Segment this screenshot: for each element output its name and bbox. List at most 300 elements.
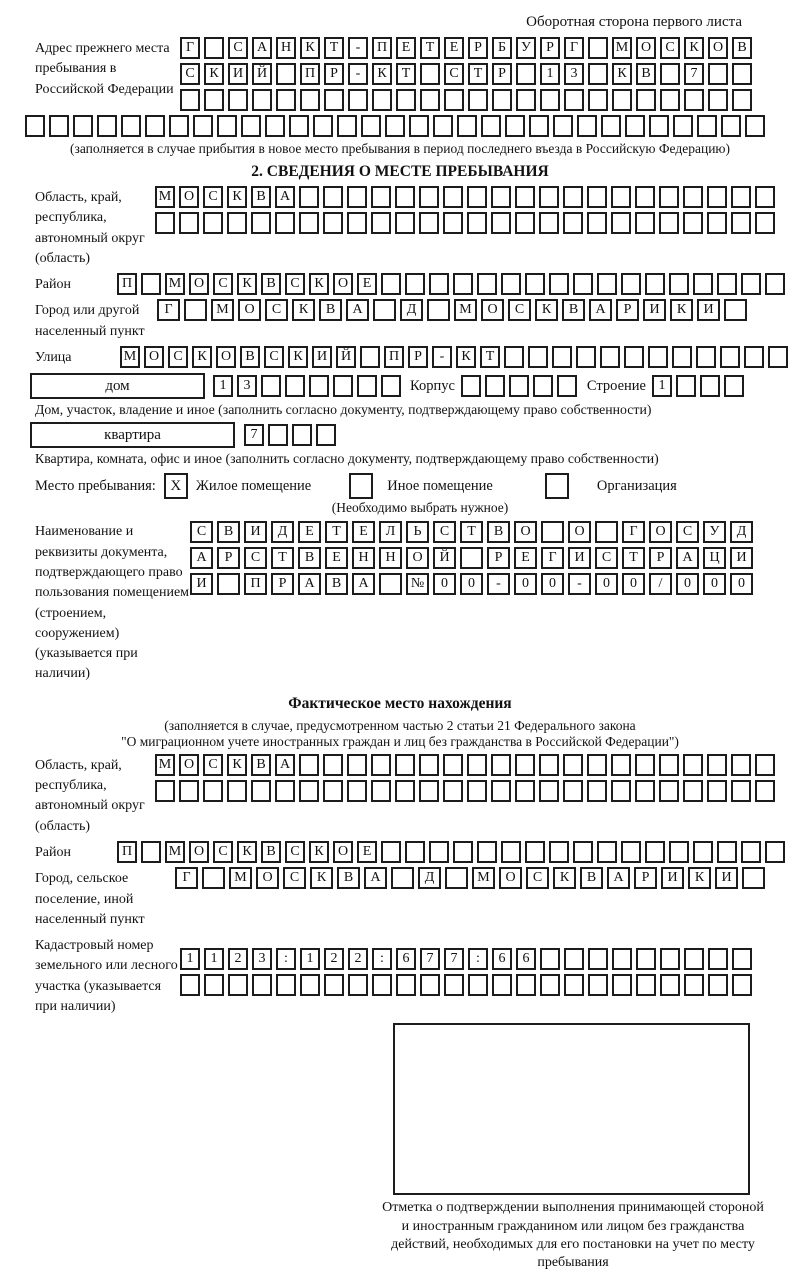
char-cell[interactable]: Р <box>634 867 657 889</box>
char-cell[interactable] <box>385 115 405 137</box>
char-cell[interactable] <box>204 974 224 996</box>
char-cell[interactable] <box>299 754 319 776</box>
char-cell[interactable] <box>576 346 596 368</box>
char-cell[interactable]: В <box>240 346 260 368</box>
char-cell[interactable]: О <box>256 867 279 889</box>
char-cell[interactable]: И <box>730 547 753 569</box>
char-cell[interactable] <box>395 780 415 802</box>
char-cell[interactable] <box>707 780 727 802</box>
char-cell[interactable] <box>707 212 727 234</box>
char-cell[interactable]: - <box>432 346 452 368</box>
char-cell[interactable] <box>453 841 473 863</box>
char-cell[interactable] <box>299 780 319 802</box>
char-cell[interactable]: Д <box>730 521 753 543</box>
char-cell[interactable] <box>683 780 703 802</box>
char-cell[interactable] <box>381 375 401 397</box>
char-cell[interactable] <box>660 63 680 85</box>
char-cell[interactable]: К <box>670 299 693 321</box>
char-cell[interactable] <box>420 63 440 85</box>
char-cell[interactable] <box>587 212 607 234</box>
char-cell[interactable] <box>227 780 247 802</box>
char-cell[interactable]: А <box>352 573 375 595</box>
char-cell[interactable] <box>720 346 740 368</box>
char-cell[interactable]: О <box>333 273 353 295</box>
char-cell[interactable]: О <box>238 299 261 321</box>
char-cell[interactable]: К <box>192 346 212 368</box>
char-cell[interactable] <box>409 115 429 137</box>
char-cell[interactable] <box>621 841 641 863</box>
char-cell[interactable] <box>405 273 425 295</box>
char-cell[interactable] <box>708 948 728 970</box>
char-cell[interactable] <box>179 212 199 234</box>
char-cell[interactable] <box>635 186 655 208</box>
char-cell[interactable] <box>444 974 464 996</box>
char-cell[interactable] <box>612 89 632 111</box>
char-cell[interactable]: 6 <box>516 948 536 970</box>
char-cell[interactable] <box>299 186 319 208</box>
char-cell[interactable]: П <box>117 841 137 863</box>
char-cell[interactable] <box>276 63 296 85</box>
char-cell[interactable] <box>395 754 415 776</box>
char-cell[interactable]: О <box>636 37 656 59</box>
char-cell[interactable]: В <box>580 867 603 889</box>
char-cell[interactable] <box>97 115 117 137</box>
char-cell[interactable]: - <box>487 573 510 595</box>
char-cell[interactable] <box>371 780 391 802</box>
char-cell[interactable]: 1 <box>540 63 560 85</box>
char-cell[interactable]: Г <box>180 37 200 59</box>
char-cell[interactable] <box>673 115 693 137</box>
char-cell[interactable] <box>491 780 511 802</box>
char-cell[interactable]: С <box>203 754 223 776</box>
char-cell[interactable] <box>419 212 439 234</box>
char-cell[interactable] <box>528 346 548 368</box>
char-cell[interactable]: С <box>526 867 549 889</box>
char-cell[interactable] <box>708 89 728 111</box>
char-cell[interactable]: И <box>661 867 684 889</box>
char-cell[interactable] <box>501 273 521 295</box>
char-cell[interactable]: С <box>433 521 456 543</box>
char-cell[interactable]: : <box>372 948 392 970</box>
char-cell[interactable] <box>505 115 525 137</box>
char-cell[interactable]: 1 <box>213 375 233 397</box>
char-cell[interactable]: Е <box>396 37 416 59</box>
char-cell[interactable]: 1 <box>300 948 320 970</box>
char-cell[interactable]: К <box>237 273 257 295</box>
char-cell[interactable]: И <box>715 867 738 889</box>
apartment-type-box[interactable]: квартира <box>30 422 235 448</box>
char-cell[interactable] <box>601 115 621 137</box>
char-cell[interactable] <box>73 115 93 137</box>
char-cell[interactable] <box>241 115 261 137</box>
char-cell[interactable] <box>203 212 223 234</box>
char-cell[interactable] <box>324 89 344 111</box>
char-cell[interactable] <box>204 37 224 59</box>
char-cell[interactable] <box>721 115 741 137</box>
char-cell[interactable] <box>516 63 536 85</box>
char-cell[interactable] <box>755 754 775 776</box>
char-cell[interactable] <box>49 115 69 137</box>
char-cell[interactable]: № <box>406 573 429 595</box>
char-cell[interactable] <box>395 212 415 234</box>
char-cell[interactable] <box>611 754 631 776</box>
char-cell[interactable]: С <box>444 63 464 85</box>
char-cell[interactable] <box>515 754 535 776</box>
char-cell[interactable] <box>516 974 536 996</box>
char-cell[interactable]: В <box>325 573 348 595</box>
char-cell[interactable] <box>755 212 775 234</box>
char-cell[interactable]: 1 <box>204 948 224 970</box>
char-cell[interactable]: П <box>372 37 392 59</box>
char-cell[interactable] <box>649 115 669 137</box>
char-cell[interactable] <box>347 186 367 208</box>
char-cell[interactable]: О <box>179 754 199 776</box>
char-cell[interactable]: М <box>120 346 140 368</box>
char-cell[interactable] <box>741 841 761 863</box>
char-cell[interactable]: К <box>310 867 333 889</box>
char-cell[interactable] <box>453 273 473 295</box>
char-cell[interactable] <box>395 186 415 208</box>
char-cell[interactable]: В <box>487 521 510 543</box>
char-cell[interactable] <box>707 186 727 208</box>
char-cell[interactable] <box>588 37 608 59</box>
char-cell[interactable]: К <box>309 841 329 863</box>
char-cell[interactable] <box>549 273 569 295</box>
char-cell[interactable] <box>549 841 569 863</box>
char-cell[interactable]: Е <box>352 521 375 543</box>
char-cell[interactable] <box>707 754 727 776</box>
char-cell[interactable] <box>228 89 248 111</box>
char-cell[interactable]: К <box>309 273 329 295</box>
char-cell[interactable]: Р <box>324 63 344 85</box>
char-cell[interactable]: Р <box>271 573 294 595</box>
char-cell[interactable] <box>635 780 655 802</box>
char-cell[interactable]: Н <box>276 37 296 59</box>
char-cell[interactable] <box>635 212 655 234</box>
char-cell[interactable] <box>300 974 320 996</box>
char-cell[interactable]: К <box>372 63 392 85</box>
char-cell[interactable]: 7 <box>244 424 264 446</box>
char-cell[interactable]: - <box>568 573 591 595</box>
char-cell[interactable]: 2 <box>348 948 368 970</box>
char-cell[interactable] <box>597 841 617 863</box>
char-cell[interactable] <box>316 424 336 446</box>
char-cell[interactable] <box>732 63 752 85</box>
char-cell[interactable] <box>539 186 559 208</box>
char-cell[interactable]: С <box>660 37 680 59</box>
char-cell[interactable] <box>515 212 535 234</box>
char-cell[interactable] <box>371 212 391 234</box>
char-cell[interactable]: К <box>237 841 257 863</box>
char-cell[interactable] <box>553 115 573 137</box>
char-cell[interactable]: С <box>285 841 305 863</box>
char-cell[interactable] <box>275 212 295 234</box>
char-cell[interactable] <box>587 754 607 776</box>
char-cell[interactable] <box>309 375 329 397</box>
char-cell[interactable] <box>540 974 560 996</box>
char-cell[interactable] <box>669 841 689 863</box>
char-cell[interactable]: 6 <box>492 948 512 970</box>
char-cell[interactable]: Р <box>487 547 510 569</box>
char-cell[interactable] <box>433 115 453 137</box>
char-cell[interactable] <box>625 115 645 137</box>
char-cell[interactable] <box>732 89 752 111</box>
char-cell[interactable]: В <box>261 273 281 295</box>
char-cell[interactable]: Р <box>540 37 560 59</box>
char-cell[interactable] <box>660 974 680 996</box>
char-cell[interactable] <box>755 780 775 802</box>
char-cell[interactable] <box>443 212 463 234</box>
char-cell[interactable]: 1 <box>180 948 200 970</box>
char-cell[interactable]: 6 <box>396 948 416 970</box>
char-cell[interactable]: О <box>649 521 672 543</box>
char-cell[interactable] <box>635 754 655 776</box>
char-cell[interactable] <box>481 115 501 137</box>
char-cell[interactable]: С <box>213 841 233 863</box>
char-cell[interactable] <box>419 754 439 776</box>
char-cell[interactable]: В <box>298 547 321 569</box>
char-cell[interactable] <box>731 754 751 776</box>
char-cell[interactable]: Т <box>460 521 483 543</box>
char-cell[interactable] <box>595 521 618 543</box>
char-cell[interactable]: К <box>456 346 476 368</box>
char-cell[interactable]: В <box>636 63 656 85</box>
char-cell[interactable] <box>169 115 189 137</box>
char-cell[interactable] <box>621 273 641 295</box>
char-cell[interactable] <box>348 974 368 996</box>
char-cell[interactable]: Р <box>616 299 639 321</box>
char-cell[interactable] <box>202 867 225 889</box>
char-cell[interactable] <box>745 115 765 137</box>
char-cell[interactable] <box>251 212 271 234</box>
char-cell[interactable] <box>313 115 333 137</box>
char-cell[interactable]: О <box>514 521 537 543</box>
char-cell[interactable]: Т <box>325 521 348 543</box>
char-cell[interactable] <box>360 346 380 368</box>
char-cell[interactable]: Г <box>175 867 198 889</box>
char-cell[interactable]: К <box>684 37 704 59</box>
char-cell[interactable]: И <box>244 521 267 543</box>
char-cell[interactable] <box>552 346 572 368</box>
char-cell[interactable] <box>676 375 696 397</box>
char-cell[interactable]: Г <box>622 521 645 543</box>
char-cell[interactable] <box>265 115 285 137</box>
char-cell[interactable]: Т <box>271 547 294 569</box>
char-cell[interactable] <box>509 375 529 397</box>
char-cell[interactable]: У <box>516 37 536 59</box>
char-cell[interactable]: С <box>203 186 223 208</box>
char-cell[interactable]: Д <box>418 867 441 889</box>
char-cell[interactable]: К <box>227 186 247 208</box>
char-cell[interactable] <box>372 974 392 996</box>
char-cell[interactable] <box>371 186 391 208</box>
char-cell[interactable]: Р <box>217 547 240 569</box>
char-cell[interactable] <box>468 974 488 996</box>
char-cell[interactable] <box>276 974 296 996</box>
char-cell[interactable] <box>683 186 703 208</box>
char-cell[interactable]: В <box>562 299 585 321</box>
char-cell[interactable]: Д <box>271 521 294 543</box>
char-cell[interactable]: Н <box>379 547 402 569</box>
char-cell[interactable]: А <box>346 299 369 321</box>
char-cell[interactable] <box>501 841 521 863</box>
char-cell[interactable] <box>25 115 45 137</box>
char-cell[interactable] <box>299 212 319 234</box>
char-cell[interactable]: П <box>244 573 267 595</box>
char-cell[interactable] <box>121 115 141 137</box>
char-cell[interactable]: О <box>189 273 209 295</box>
char-cell[interactable]: О <box>189 841 209 863</box>
char-cell[interactable] <box>504 346 524 368</box>
confirmation-stamp-box[interactable] <box>393 1023 750 1195</box>
char-cell[interactable]: 0 <box>433 573 456 595</box>
char-cell[interactable]: Г <box>541 547 564 569</box>
char-cell[interactable]: М <box>211 299 234 321</box>
char-cell[interactable] <box>600 346 620 368</box>
char-cell[interactable]: А <box>589 299 612 321</box>
char-cell[interactable]: Т <box>480 346 500 368</box>
char-cell[interactable]: 0 <box>622 573 645 595</box>
char-cell[interactable] <box>724 299 747 321</box>
char-cell[interactable]: К <box>204 63 224 85</box>
char-cell[interactable] <box>563 186 583 208</box>
char-cell[interactable] <box>180 974 200 996</box>
char-cell[interactable]: М <box>472 867 495 889</box>
char-cell[interactable] <box>659 780 679 802</box>
char-cell[interactable]: 2 <box>324 948 344 970</box>
char-cell[interactable] <box>636 948 656 970</box>
char-cell[interactable]: С <box>190 521 213 543</box>
char-cell[interactable] <box>659 754 679 776</box>
char-cell[interactable]: М <box>155 754 175 776</box>
char-cell[interactable]: Й <box>433 547 456 569</box>
char-cell[interactable] <box>577 115 597 137</box>
char-cell[interactable] <box>684 89 704 111</box>
char-cell[interactable]: 0 <box>703 573 726 595</box>
char-cell[interactable]: Т <box>468 63 488 85</box>
char-cell[interactable] <box>525 841 545 863</box>
char-cell[interactable] <box>611 780 631 802</box>
char-cell[interactable]: А <box>607 867 630 889</box>
char-cell[interactable]: 7 <box>444 948 464 970</box>
char-cell[interactable] <box>696 346 716 368</box>
char-cell[interactable]: Е <box>444 37 464 59</box>
char-cell[interactable] <box>347 212 367 234</box>
char-cell[interactable]: Л <box>379 521 402 543</box>
char-cell[interactable] <box>597 273 617 295</box>
char-cell[interactable] <box>252 89 272 111</box>
char-cell[interactable]: О <box>568 521 591 543</box>
char-cell[interactable] <box>588 63 608 85</box>
char-cell[interactable]: А <box>190 547 213 569</box>
char-cell[interactable] <box>348 89 368 111</box>
char-cell[interactable] <box>427 299 450 321</box>
char-cell[interactable] <box>461 375 481 397</box>
char-cell[interactable] <box>261 375 281 397</box>
char-cell[interactable]: 3 <box>237 375 257 397</box>
char-cell[interactable] <box>337 115 357 137</box>
other-premises-checkbox[interactable] <box>349 473 373 499</box>
char-cell[interactable]: М <box>155 186 175 208</box>
char-cell[interactable] <box>324 974 344 996</box>
char-cell[interactable] <box>564 974 584 996</box>
char-cell[interactable]: И <box>568 547 591 569</box>
char-cell[interactable] <box>636 974 656 996</box>
char-cell[interactable]: М <box>165 273 185 295</box>
char-cell[interactable] <box>587 186 607 208</box>
char-cell[interactable] <box>252 974 272 996</box>
char-cell[interactable] <box>492 89 512 111</box>
char-cell[interactable]: 0 <box>730 573 753 595</box>
char-cell[interactable]: И <box>312 346 332 368</box>
char-cell[interactable] <box>276 89 296 111</box>
char-cell[interactable]: В <box>337 867 360 889</box>
char-cell[interactable] <box>193 115 213 137</box>
char-cell[interactable] <box>155 212 175 234</box>
char-cell[interactable]: А <box>275 754 295 776</box>
char-cell[interactable] <box>564 89 584 111</box>
char-cell[interactable] <box>611 212 631 234</box>
char-cell[interactable]: Н <box>352 547 375 569</box>
char-cell[interactable]: С <box>180 63 200 85</box>
char-cell[interactable] <box>742 867 765 889</box>
char-cell[interactable] <box>145 115 165 137</box>
char-cell[interactable]: Е <box>298 521 321 543</box>
char-cell[interactable] <box>645 841 665 863</box>
char-cell[interactable]: 0 <box>676 573 699 595</box>
char-cell[interactable]: Й <box>336 346 356 368</box>
char-cell[interactable]: - <box>348 37 368 59</box>
char-cell[interactable] <box>491 212 511 234</box>
char-cell[interactable]: К <box>535 299 558 321</box>
char-cell[interactable]: С <box>283 867 306 889</box>
char-cell[interactable] <box>539 780 559 802</box>
char-cell[interactable] <box>611 186 631 208</box>
char-cell[interactable] <box>731 212 751 234</box>
char-cell[interactable] <box>659 212 679 234</box>
char-cell[interactable] <box>693 841 713 863</box>
char-cell[interactable] <box>731 780 751 802</box>
char-cell[interactable] <box>141 841 161 863</box>
char-cell[interactable] <box>268 424 288 446</box>
char-cell[interactable]: - <box>348 63 368 85</box>
char-cell[interactable]: А <box>275 186 295 208</box>
char-cell[interactable] <box>381 841 401 863</box>
char-cell[interactable] <box>405 841 425 863</box>
char-cell[interactable]: П <box>300 63 320 85</box>
char-cell[interactable] <box>391 867 414 889</box>
char-cell[interactable]: П <box>117 273 137 295</box>
char-cell[interactable] <box>443 780 463 802</box>
char-cell[interactable] <box>724 375 744 397</box>
char-cell[interactable] <box>323 780 343 802</box>
char-cell[interactable] <box>648 346 668 368</box>
char-cell[interactable] <box>700 375 720 397</box>
char-cell[interactable]: В <box>217 521 240 543</box>
char-cell[interactable]: С <box>285 273 305 295</box>
char-cell[interactable] <box>457 115 477 137</box>
char-cell[interactable]: Р <box>649 547 672 569</box>
char-cell[interactable] <box>477 273 497 295</box>
char-cell[interactable] <box>180 89 200 111</box>
char-cell[interactable] <box>660 89 680 111</box>
char-cell[interactable]: В <box>251 186 271 208</box>
char-cell[interactable] <box>289 115 309 137</box>
char-cell[interactable] <box>477 841 497 863</box>
char-cell[interactable] <box>612 948 632 970</box>
char-cell[interactable] <box>443 754 463 776</box>
char-cell[interactable]: С <box>508 299 531 321</box>
